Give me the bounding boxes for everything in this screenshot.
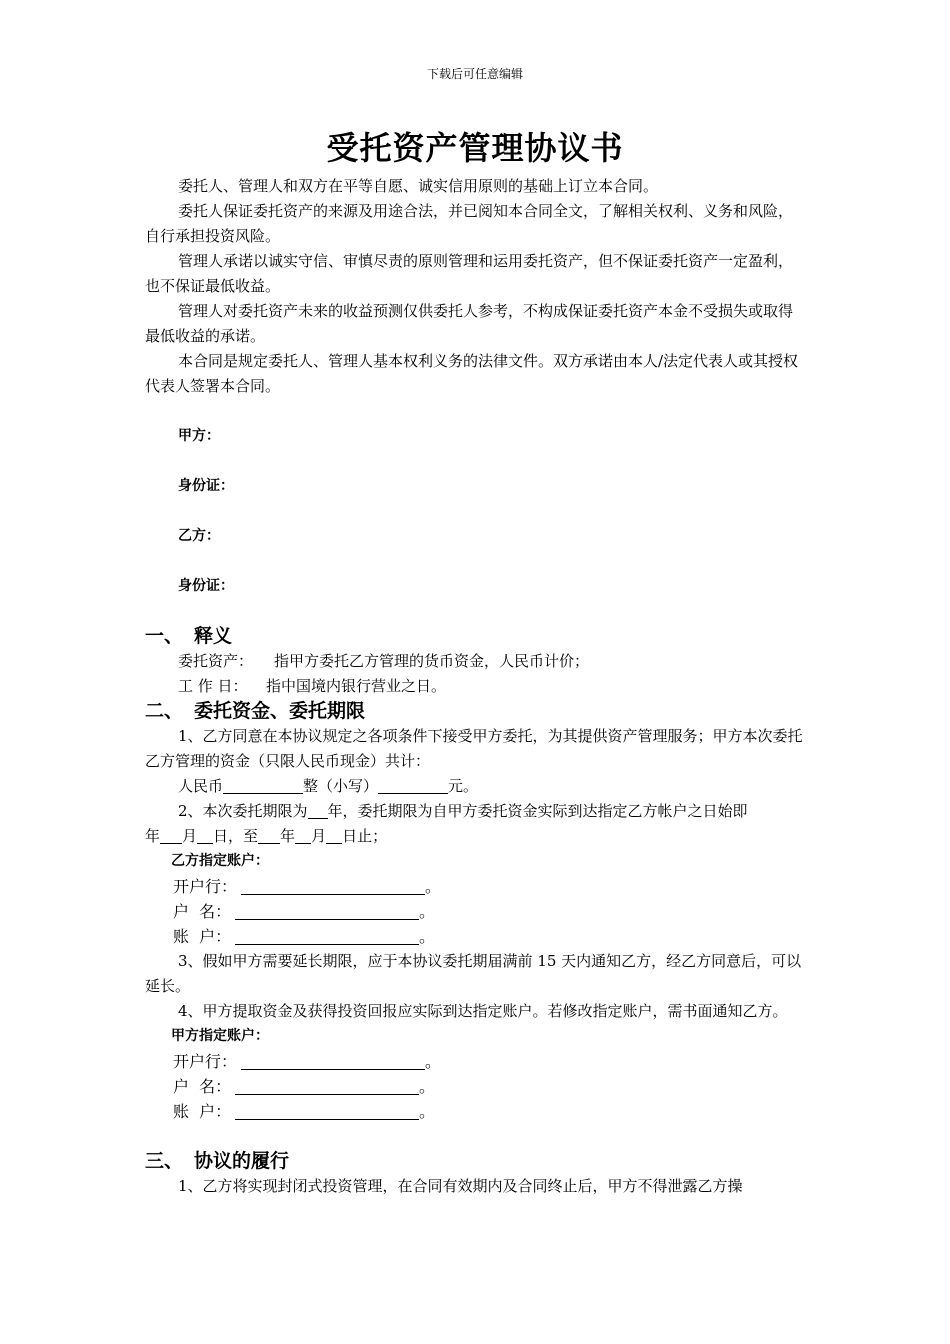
bank-field-line[interactable] bbox=[241, 1051, 425, 1070]
document-body bbox=[145, 174, 807, 1199]
section-2-clause-3: 3、假如甲方需要延长期限，应于本协议委托期届满前 15 天内通知乙方，经乙方同意后，可以延长。 bbox=[145, 952, 802, 995]
intro-paragraph-2: 委托人保证委托资产的来源及用途合法，并已阅知本合同全文，了解相关权利、义务和风险，自行承担投资风险。 bbox=[145, 202, 794, 245]
section-3-title: 协议的履行 bbox=[194, 1150, 290, 1172]
amount-prefix: 人民币 bbox=[178, 777, 224, 795]
document-title: 受托资产管理协议书 bbox=[326, 129, 624, 167]
amount-uppercase-blank[interactable] bbox=[223, 775, 303, 794]
section-1-number: 一、 bbox=[145, 625, 184, 647]
party-a-label: 甲方： bbox=[178, 428, 220, 444]
section-3-heading bbox=[145, 1149, 807, 1174]
definition-row bbox=[145, 649, 807, 674]
section-2-number: 二、 bbox=[145, 700, 184, 722]
account-label: 户 名： bbox=[173, 1077, 232, 1096]
end-year-blank[interactable] bbox=[258, 825, 280, 844]
number-field-line[interactable] bbox=[235, 926, 419, 945]
section-1-title: 释义 bbox=[194, 625, 233, 647]
account-end: 。 bbox=[425, 877, 442, 896]
intro-paragraph-1: 委托人、管理人和双方在平等自愿、诚实信用原则的基础上订立本合同。 bbox=[178, 177, 659, 195]
account-end: 。 bbox=[419, 1077, 436, 1096]
date-day-start-label: 日，至 bbox=[213, 827, 259, 845]
party-a-account-title: 甲方指定账户： bbox=[171, 1028, 269, 1044]
clause-2-text-a: 2、本次委托期限为 bbox=[178, 802, 308, 820]
clause-2-text-b: 年，委托期限为自甲方委托资金实际到达指定乙方帐户之日始即 bbox=[327, 802, 748, 820]
amount-mid: 整（小写） bbox=[303, 777, 379, 795]
amount-suffix: 元。 bbox=[448, 777, 479, 795]
name-field-line[interactable] bbox=[235, 901, 419, 920]
account-row-number bbox=[145, 924, 807, 949]
account-row-bank bbox=[145, 874, 807, 899]
date-month-start-label: 月 bbox=[182, 827, 198, 845]
date-month-end-label: 月 bbox=[311, 827, 327, 845]
number-field-line[interactable] bbox=[235, 1101, 419, 1120]
intro-paragraph-5: 本合同是规定委托人、管理人基本权利义务的法律文件。双方承诺由本人/法定代表人或其授权代表人签署本合同。 bbox=[145, 352, 799, 395]
definition-desc: 指甲方委托乙方管理的货币资金，人民币计价； bbox=[274, 652, 590, 670]
section-3-number: 三、 bbox=[145, 1150, 184, 1172]
account-end: 。 bbox=[419, 927, 436, 946]
term-date-line bbox=[145, 824, 807, 849]
account-row-bank bbox=[145, 1049, 807, 1074]
definition-term: 工 作 日： bbox=[178, 677, 248, 695]
section-2-title: 委托资金、委托期限 bbox=[194, 700, 366, 722]
account-end: 。 bbox=[425, 1052, 442, 1071]
name-field-line[interactable] bbox=[235, 1076, 419, 1095]
intro-paragraph-4: 管理人对委托资产未来的收益预测仅供委托人参考，不构成保证委托资产本金不受损失或取得最低收益的承诺。 bbox=[145, 302, 794, 345]
account-label: 开户行： bbox=[173, 877, 238, 896]
date-year-end-label: 年 bbox=[280, 827, 296, 845]
amount-lowercase-blank[interactable] bbox=[378, 775, 448, 794]
end-month-blank[interactable] bbox=[295, 825, 311, 844]
party-b-account-title: 乙方指定账户： bbox=[171, 853, 269, 869]
section-2-heading bbox=[145, 699, 807, 724]
section-2-clause-1: 1、乙方同意在本协议规定之各项条件下接受甲方委托，为其提供资产管理服务；甲方本次委托乙方管理的资金（只限人民币现金）共计： bbox=[145, 727, 803, 770]
date-day-end-label: 日止； bbox=[342, 827, 388, 845]
date-year-start-label: 年 bbox=[145, 827, 161, 845]
end-day-blank[interactable] bbox=[326, 825, 342, 844]
intro-paragraph-3: 管理人承诺以诚实守信、审慎尽责的原则管理和运用委托资产，但不保证委托资产一定盈利，也不保证最低收益。 bbox=[145, 252, 794, 295]
section-1-heading bbox=[145, 624, 807, 649]
bank-field-line[interactable] bbox=[241, 876, 425, 895]
account-row-number bbox=[145, 1099, 807, 1124]
section-2-clause-2 bbox=[145, 799, 807, 824]
definition-row bbox=[145, 674, 807, 699]
account-row-name bbox=[145, 899, 807, 924]
start-month-blank[interactable] bbox=[197, 825, 213, 844]
amount-line bbox=[145, 774, 807, 799]
party-b-id-label: 身份证： bbox=[178, 578, 234, 594]
account-end: 。 bbox=[419, 1102, 436, 1121]
account-row-name bbox=[145, 1074, 807, 1099]
account-label: 账 户： bbox=[173, 927, 232, 946]
term-years-blank[interactable] bbox=[308, 800, 328, 819]
party-b-label: 乙方： bbox=[178, 528, 220, 544]
header-note: 下载后可任意编辑 bbox=[426, 67, 523, 81]
account-label: 账 户： bbox=[173, 1102, 232, 1121]
section-3-clause-1: 1、乙方将实现封闭式投资管理，在合同有效期内及合同终止后，甲方不得泄露乙方操 bbox=[178, 1177, 743, 1195]
start-year-blank[interactable] bbox=[160, 825, 182, 844]
section-2-clause-4: 4、甲方提取资金及获得投资回报应实际到达指定账户。若修改指定账户，需书面通知乙方。 bbox=[178, 1002, 788, 1020]
account-end: 。 bbox=[419, 902, 436, 921]
party-a-id-label: 身份证： bbox=[178, 478, 234, 494]
definition-term: 委托资产： bbox=[178, 652, 254, 670]
account-label: 户 名： bbox=[173, 902, 232, 921]
definition-desc: 指中国境内银行营业之日。 bbox=[266, 677, 447, 695]
account-label: 开户行： bbox=[173, 1052, 238, 1071]
